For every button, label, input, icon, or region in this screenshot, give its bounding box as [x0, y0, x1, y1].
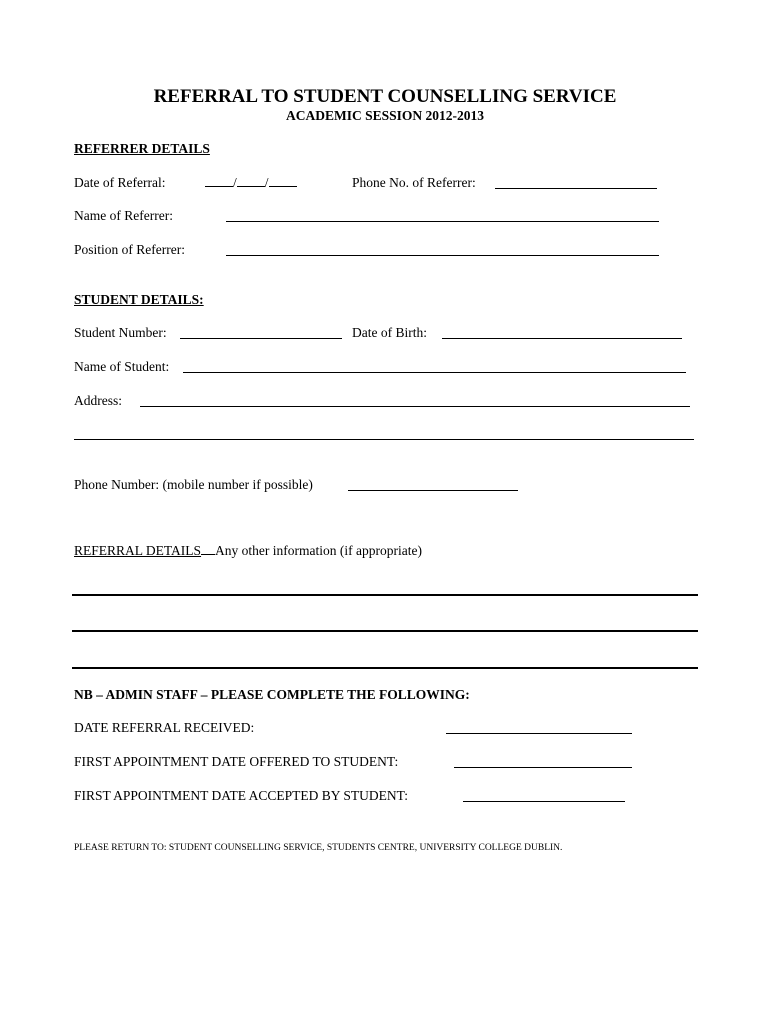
address-label: Address:	[74, 393, 122, 408]
page-title: REFERRAL TO STUDENT COUNSELLING SERVICE	[153, 86, 617, 107]
student-name-field[interactable]	[183, 372, 686, 373]
appointment-offered-label: FIRST APPOINTMENT DATE OFFERED TO STUDENT:	[74, 754, 399, 769]
date-received-label: DATE REFERRAL RECEIVED:	[74, 720, 255, 735]
appointment-offered-field[interactable]	[454, 767, 632, 768]
referrer-position-label: Position of Referrer:	[74, 242, 185, 257]
date-of-birth-label: Date of Birth:	[352, 325, 427, 340]
referrer-phone-field[interactable]	[495, 188, 657, 189]
student-details-heading: STUDENT DETAILS:	[74, 292, 204, 307]
admin-heading: NB – ADMIN STAFF – PLEASE COMPLETE THE FOLLOWING:	[74, 687, 470, 702]
referrer-name-field[interactable]	[226, 221, 659, 222]
date-separator: /	[233, 175, 237, 190]
student-phone-label: Phone Number: (mobile number if possible)	[74, 477, 313, 492]
address-field-line-2[interactable]	[74, 439, 694, 440]
student-number-label: Student Number:	[74, 325, 167, 340]
student-name-label: Name of Student:	[74, 359, 170, 374]
appointment-accepted-label: FIRST APPOINTMENT DATE ACCEPTED BY STUDENT:	[74, 788, 408, 803]
referrer-position-field[interactable]	[226, 255, 659, 256]
date-of-birth-field[interactable]	[442, 338, 682, 339]
date-received-field[interactable]	[446, 733, 632, 734]
return-address-text: PLEASE RETURN TO: STUDENT COUNSELLING SERVICE, STUDENTS CENTRE, UNIVERSITY COLLEGE DUBLIN.	[74, 843, 563, 853]
date-of-referral-label: Date of Referral:	[74, 175, 166, 190]
referrer-details-heading: REFERRER DETAILS	[74, 141, 210, 156]
referral-details-heading-row	[74, 543, 422, 559]
appointment-accepted-field[interactable]	[463, 801, 625, 802]
address-field-line-1[interactable]	[140, 406, 690, 407]
page-subtitle: ACADEMIC SESSION 2012-2013	[285, 108, 485, 123]
student-number-field[interactable]	[180, 338, 342, 339]
referrer-phone-label: Phone No. of Referrer:	[352, 175, 476, 190]
date-separator: /	[264, 175, 269, 190]
referrer-name-label: Name of Referrer:	[74, 208, 173, 223]
referral-details-line-2[interactable]	[72, 630, 698, 632]
student-phone-field[interactable]	[348, 490, 518, 491]
date-of-referral-field[interactable]	[205, 175, 297, 191]
referral-details-heading: REFERRAL DETAILS	[74, 543, 202, 558]
referral-details-note: Any other information (if appropriate)	[215, 543, 422, 558]
referral-details-line-1[interactable]	[72, 594, 698, 596]
referral-details-line-3[interactable]	[72, 667, 698, 669]
